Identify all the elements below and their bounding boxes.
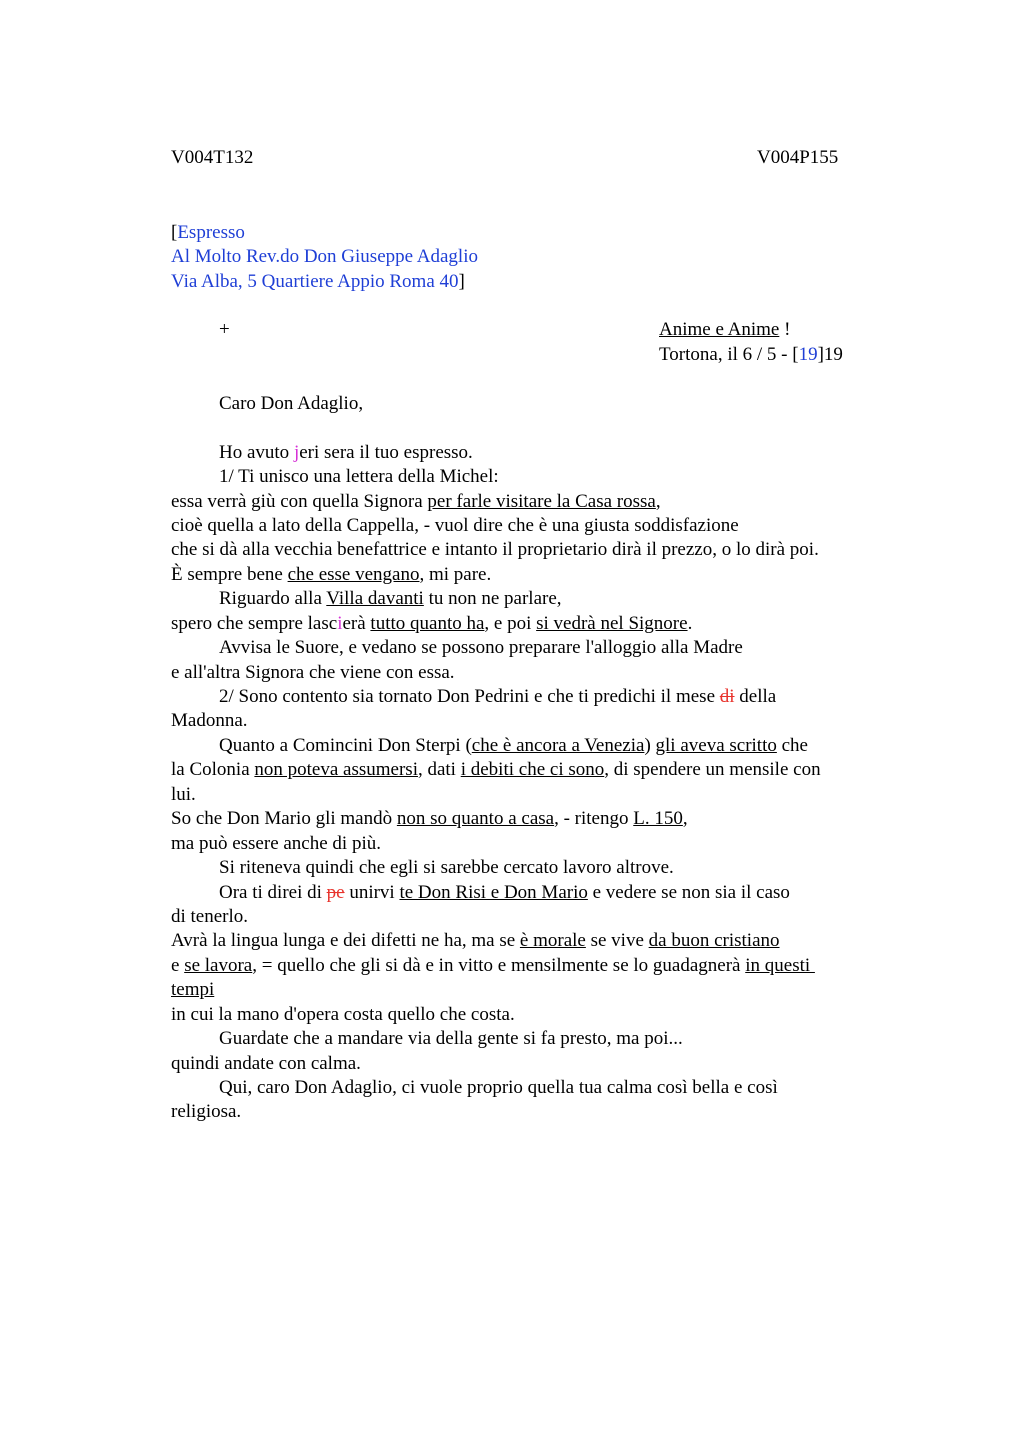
text: È sempre bene — [171, 564, 288, 585]
text: , - ritengo — [554, 808, 634, 829]
body-line-13 — [219, 734, 808, 758]
underlined-text: te Don Risi e Don Mario — [399, 882, 588, 903]
text: Ho avuto — [219, 442, 294, 463]
underlined-text: è morale — [519, 930, 586, 951]
address-street: Via Alba, 5 Quartiere Appio Roma 40 — [171, 271, 459, 292]
underlined-text: L. 150 — [633, 808, 683, 829]
deleted-text: di — [719, 686, 735, 707]
body-line-15: lui. — [171, 784, 196, 805]
text: , — [655, 491, 661, 512]
text: unirvi — [344, 882, 400, 903]
body-line-25: Guardate che a mandare via della gente si fa presto, ma poi... — [219, 1028, 683, 1049]
text: tu non ne parlare, — [423, 588, 562, 609]
body-line-28: religiosa. — [171, 1101, 242, 1122]
body-line-12: Madonna. — [171, 710, 248, 731]
underlined-text: che esse vengano — [287, 564, 420, 585]
salutation: Caro Don Adaglio, — [219, 393, 364, 414]
motto — [659, 318, 790, 342]
underlined-text: se lavora — [184, 955, 253, 976]
address-line-3 — [171, 270, 465, 294]
underlined-text: che è ancora a Venezia — [471, 735, 645, 756]
text: , di spendere un mensile con — [604, 759, 821, 780]
underlined-text: Villa davanti — [326, 588, 424, 609]
body-line-06 — [171, 563, 491, 587]
underlined-text: gli aveva scritto — [655, 735, 777, 756]
text: , mi pare. — [419, 564, 492, 585]
address-line-2: Al Molto Rev.do Don Giuseppe Adaglio — [171, 246, 478, 267]
correction: i — [337, 613, 343, 634]
motto-text: Anime e Anime — [659, 319, 780, 340]
body-line-14 — [171, 758, 821, 782]
text: Ora ti direi di — [219, 882, 327, 903]
body-line-09: Avvisa le Suore, e vedano se possono preparare l'alloggio alla Madre — [219, 637, 743, 658]
body-line-16 — [171, 807, 688, 831]
text: della — [734, 686, 777, 707]
text: ) — [644, 735, 656, 756]
motto-punct: ! — [779, 319, 791, 340]
body-line-18: Si riteneva quindi che egli si sarebbe cercato lavoro altrove. — [219, 857, 674, 878]
text: e — [171, 955, 185, 976]
underlined-text: i debiti che ci sono — [460, 759, 605, 780]
body-line-10: e all'altra Signora che viene con essa. — [171, 662, 455, 683]
text: erà — [342, 613, 371, 634]
body-line-07 — [219, 587, 562, 611]
text: , e poi — [484, 613, 537, 634]
address-espresso: Espresso — [177, 222, 245, 243]
text: essa verrà giù con quella Signora — [171, 491, 428, 512]
body-line-04: cioè quella a lato della Cappella, - vuol dire che è una giusta soddisfazione — [171, 515, 739, 536]
body-line-17: ma può essere anche di più. — [171, 833, 381, 854]
body-line-03 — [171, 490, 661, 514]
date-suffix: ]19 — [817, 344, 843, 365]
text: la Colonia — [171, 759, 255, 780]
body-line-24: in cui la mano d'opera costa quello che costa. — [171, 1004, 515, 1025]
body-line-19 — [219, 881, 790, 905]
text: che — [776, 735, 808, 756]
deleted-text: pe — [326, 882, 345, 903]
underlined-text: tutto quanto ha — [370, 613, 485, 634]
text: , — [682, 808, 688, 829]
text: So che Don Mario gli mandò — [171, 808, 397, 829]
text: Quanto a Comincini Don Sterpi ( — [219, 735, 472, 756]
body-line-22 — [171, 954, 815, 978]
body-line-26: quindi andate con calma. — [171, 1053, 361, 1074]
underlined-text: in questi — [745, 955, 815, 976]
text: eri sera il tuo espresso. — [299, 442, 473, 463]
body-line-27: Qui, caro Don Adaglio, ci vuole proprio quella tua calma così bella e così — [219, 1077, 778, 1098]
body-line-08 — [171, 612, 692, 636]
body-line-11 — [219, 685, 776, 709]
text: e vedere se non sia il caso — [587, 882, 790, 903]
address-line-1 — [171, 221, 245, 245]
body-line-20: di tenerlo. — [171, 906, 249, 927]
underlined-text: da buon cristiano — [648, 930, 780, 951]
underlined-text: non so quanto a casa — [396, 808, 555, 829]
date-prefix: Tortona, il 6 / 5 - [ — [659, 344, 799, 365]
text: Riguardo alla — [219, 588, 327, 609]
underlined-text: si vedrà nel Signore — [536, 613, 688, 634]
text: spero che sempre lasc — [171, 613, 338, 634]
text: se vive — [585, 930, 649, 951]
body-line-01 — [219, 441, 473, 465]
text: . — [687, 613, 693, 634]
archive-code-left: V004T132 — [171, 147, 254, 168]
date-line — [659, 343, 843, 367]
text: , dati — [417, 759, 461, 780]
archive-code-right: V004P155 — [757, 147, 839, 168]
cross-mark: + — [219, 319, 230, 340]
close-bracket: ] — [458, 271, 465, 292]
body-line-23: tempi — [171, 979, 215, 1000]
underlined-text: per farle visitare la Casa rossa — [427, 491, 656, 512]
body-line-02: 1/ Ti unisco una lettera della Michel: — [219, 466, 499, 487]
underlined-text: non poteva assumersi — [254, 759, 418, 780]
date-insert: 19 — [798, 344, 818, 365]
text: , = quello che gli si dà e in vitto e mensilmente se lo guadagnerà — [252, 955, 746, 976]
text: 2/ Sono contento sia tornato Don Pedrini e che ti predichi il mese — [219, 686, 720, 707]
body-line-05: che si dà alla vecchia benefattrice e intanto il proprietario dirà il prezzo, o lo dirà poi. — [171, 539, 819, 560]
correction: j — [293, 442, 300, 463]
text: Avrà la lingua lunga e dei difetti ne ha, ma se — [171, 930, 520, 951]
body-line-21 — [171, 929, 780, 953]
open-bracket: [ — [171, 222, 178, 243]
